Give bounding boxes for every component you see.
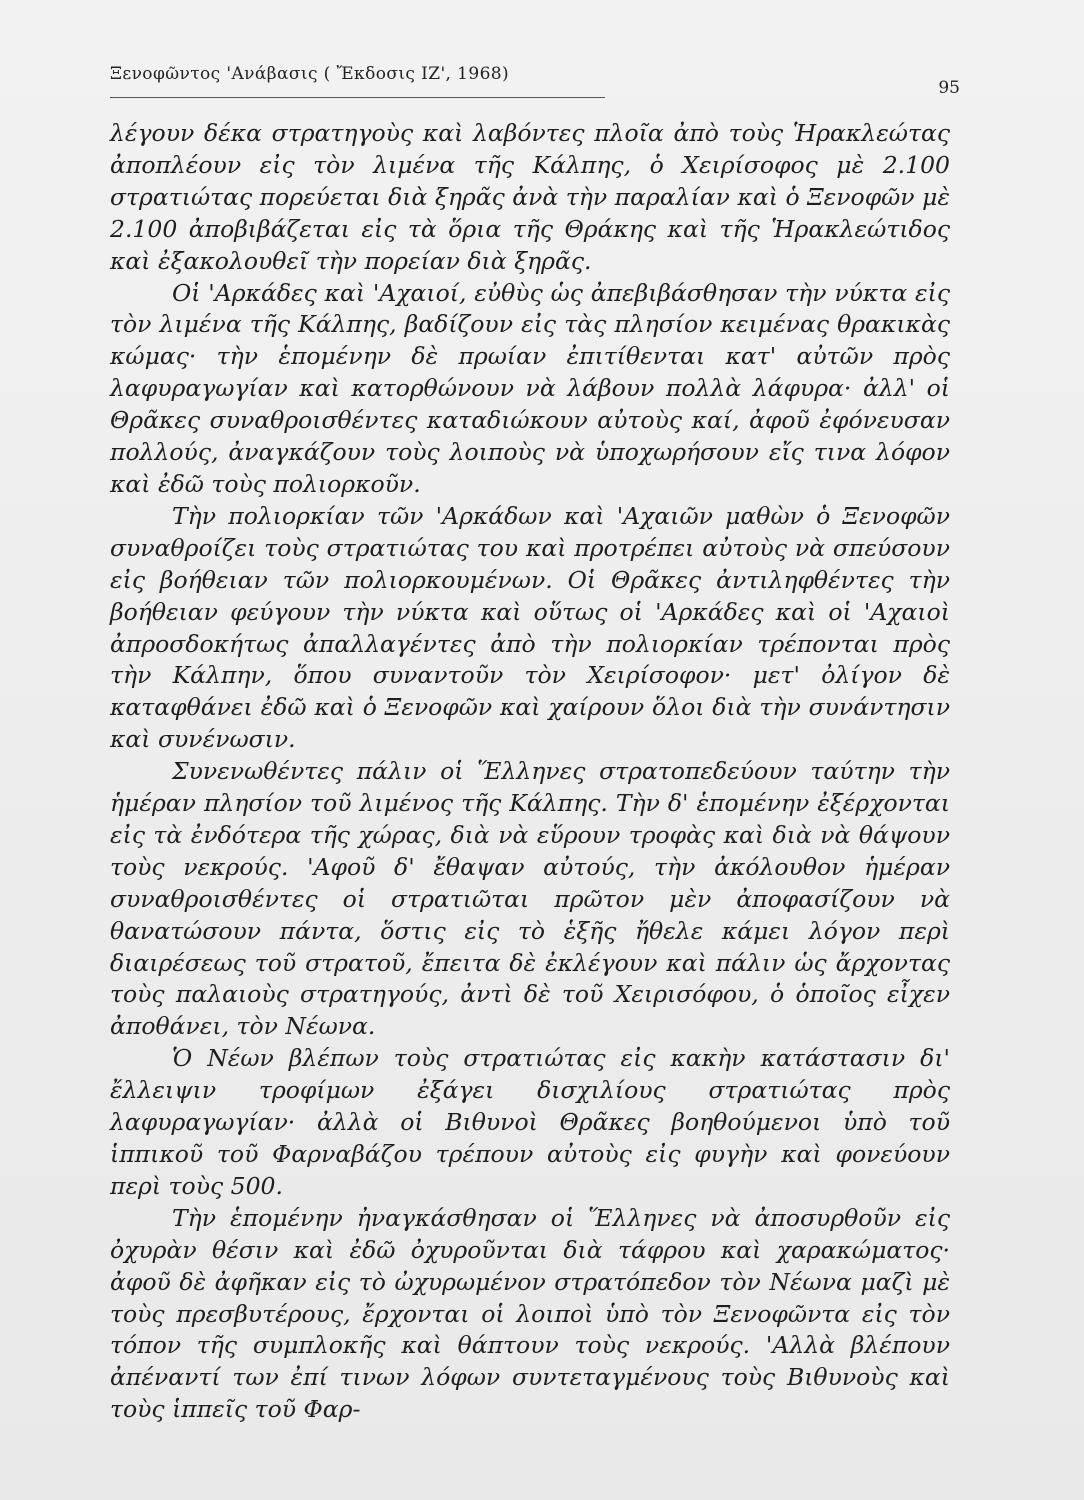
header-rule: [110, 97, 605, 98]
body-text: [110, 118, 950, 1426]
paragraph-3: Τὴν πολιορκίαν τῶν 'Αρκάδων καὶ 'Αχαιῶν μαθὼν ὁ Ξενοφῶν συναθροίζει τοὺς στρατιώτας του καὶ προτρέπει αὐτοὺς νὰ σπεύσουν εἰς βοήθειαν τῶν πολιορκουμένων. Οἱ Θρᾶκες ἀντιληφθέντες τὴν βοήθειαν φεύγουν τὴν νύκτα καὶ οὕτως οἱ 'Αρκάδες καὶ οἱ 'Αχαιοὶ ἀπροσδοκήτως ἀπαλλαγέντες ἀπὸ τὴν πολιορκίαν τρέπονται πρὸς τὴν Κάλπην, ὅπου συναντοῦν τὸν Χειρίσοφον· μετ' ὀλίγον δὲ καταφθάνει ἐδῶ καὶ ὁ Ξενοφῶν καὶ χαίρουν ὅλοι διὰ τὴν συνάντησιν καὶ συνένωσιν.: [110, 501, 950, 754]
paragraph-2: Οἱ 'Αρκάδες καὶ 'Αχαιοί, εὐθὺς ὡς ἀπεβιβάσθησαν τὴν νύκτα εἰς τὸν λιμένα τῆς Κάλπης, βαδίζουν εἰς τὰς πλησίον κειμένας θρακικὰς κώμας· τὴν ἑπομένην δὲ πρωίαν ἐπιτίθενται κατ' αὐτῶν πρὸς λαφυραγωγίαν καὶ κατορθώνουν νὰ λάβουν πολλὰ λάφυρα· ἀλλ' οἱ Θρᾶκες συναθροισθέντες καταδιώκουν αὐτοὺς καί, ἀφοῦ ἐφόνευσαν πολλούς, ἀναγκάζουν τοὺς λοιποὺς νὰ ὑποχωρήσουν εἴς τινα λόφον καὶ ἐδῶ τοὺς πολιορκοῦν.: [110, 278, 950, 498]
running-title: Ξενοφῶντος 'Ανάβασις ( Ἔκδοσις ΙΖ', 1968): [110, 64, 510, 84]
paragraph-4: Συνενωθέντες πάλιν οἱ Ἕλληνες στρατοπεδεύουν ταύτην τὴν ἡμέραν πλησίον τοῦ λιμένος τῆς Κάλπης. Τὴν δ' ἑπομένην ἐξέρχονται εἰς τὰ ἐνδότερα τῆς χώρας, διὰ νὰ εὕρουν τροφὰς καὶ διὰ νὰ θάψουν τοὺς νεκρούς. 'Αφοῦ δ' ἔθαψαν αὐτούς, τὴν ἀκόλουθον ἡμέραν συναθροισθέντες οἱ στρατιῶται πρῶτον μὲν ἀποφασίζουν νὰ θανατώσουν πάντα, ὅστις εἰς τὸ ἑξῆς ἤθελε κάμει λόγον περὶ διαιρέσεως τοῦ στρατοῦ, ἔπειτα δὲ ἐκλέγουν καὶ πάλιν ὡς ἄρχοντας τοὺς παλαιοὺς στρατηγούς, ἀντὶ δὲ τοῦ Χειρισόφου, ὁ ὁποῖος εἶχεν ἀποθάνει, τὸν Νέωνα.: [110, 757, 950, 1041]
page-number: 95: [938, 78, 960, 98]
paragraph-6: Τὴν ἑπομένην ἠναγκάσθησαν οἱ Ἕλληνες νὰ ἀποσυρθοῦν εἰς ὀχυρὰν θέσιν καὶ ἐδῶ ὀχυροῦνται διὰ τάφρου καὶ χαρακώματος· ἀφοῦ δὲ ἀφῆκαν εἰς τὸ ὠχυρωμένον στρατόπεδον τὸν Νέωνα μαζὶ μὲ τοὺς πρεσβυτέρους, ἔρχονται οἱ λοιποὶ ὑπὸ τὸν Ξενοφῶντα εἰς τὸν τόπον τῆς συμπλοκῆς καὶ θάπτουν τοὺς νεκρούς. 'Αλλὰ βλέπουν ἀπέναντί των ἐπί τινων λόφων συντεταγμένους τοὺς Βιθυνοὺς καὶ τοὺς ἱππεῖς τοῦ Φαρ-: [110, 1203, 950, 1424]
running-head: [110, 62, 960, 102]
paragraph-5: Ὁ Νέων βλέπων τοὺς στρατιώτας εἰς κακὴν κατάστασιν δι' ἔλλειψιν τροφίμων ἐξάγει δισχιλίους στρατιώτας πρὸς λαφυραγωγίαν· ἀλλὰ οἱ Βιθυνοὶ Θρᾶκες βοηθούμενοι ὑπὸ τοῦ ἱππικοῦ τοῦ Φαρναβάζου τρέπουν αὐτοὺς εἰς φυγὴν καὶ φονεύουν περὶ τοὺς 500.: [110, 1044, 950, 1200]
paragraph-1: λέγουν δέκα στρατηγοὺς καὶ λαβόντες πλοῖα ἀπὸ τοὺς Ἡρακλεώτας ἀποπλέουν εἰς τὸν λιμένα τῆς Κάλπης, ὁ Χειρίσοφος μὲ 2.100 στρατιώτας πορεύεται διὰ ξηρᾶς ἀνὰ τὴν παραλίαν καὶ ὁ Ξενοφῶν μὲ 2.100 ἀποβιβάζεται εἰς τὰ ὅρια τῆς Θράκης καὶ τῆς Ἡρακλεώτιδος καὶ ἐξακολουθεῖ τὴν πορείαν διὰ ξηρᾶς.: [110, 119, 950, 275]
